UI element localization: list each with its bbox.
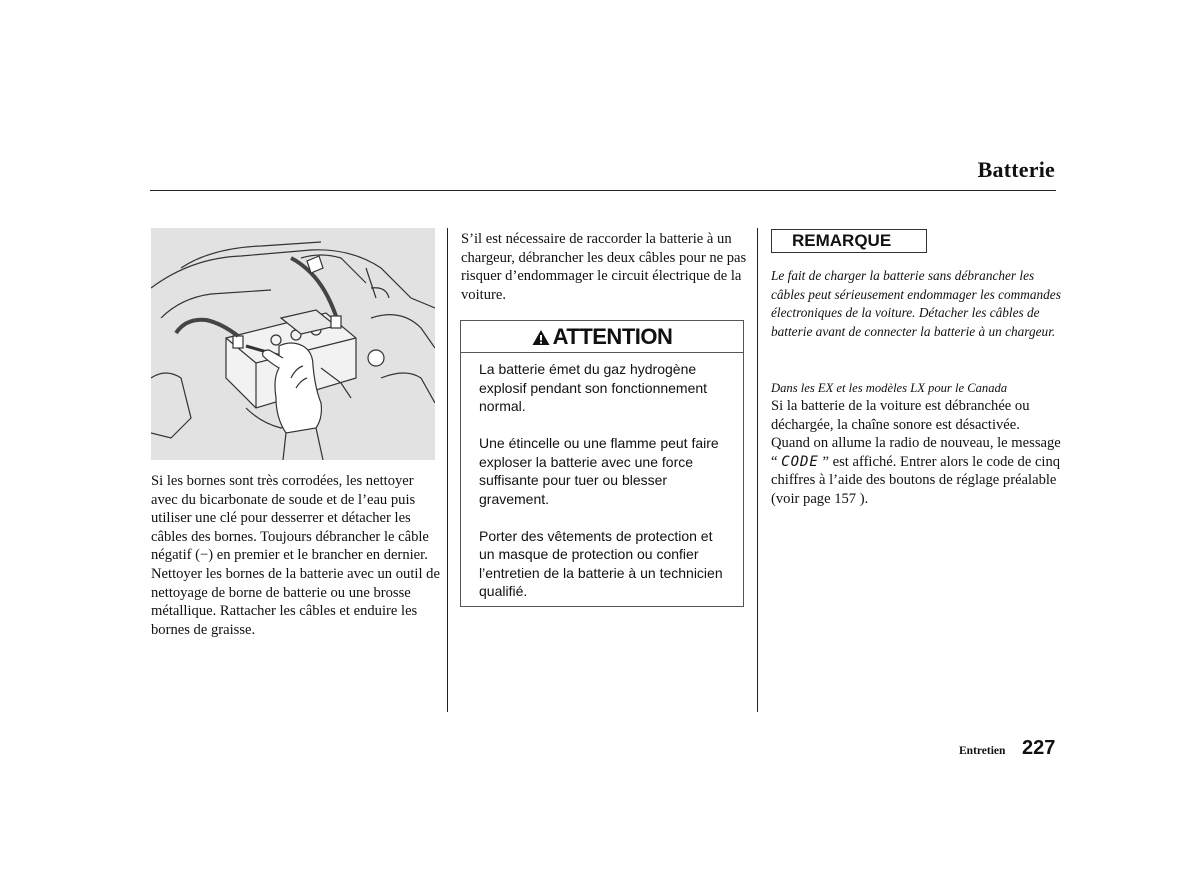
model-subheading: Dans les EX et les modèles LX pour le Canada: [771, 381, 1008, 395]
remarque-note: Le fait de charger la batterie sans débrancher les câbles peut sérieusement endommager les commandes électroniques de la voiture. Détacher les câbles de batterie avant de connecter la batterie à un chargeur.: [771, 268, 1061, 340]
attention-header: [461, 321, 743, 353]
page-number: 227: [1022, 737, 1056, 759]
attention-paragraph: La batterie émet du gaz hydrogène explosif pendant son fonctionnement normal.: [479, 361, 708, 414]
remarque-label: REMARQUE: [771, 229, 927, 253]
attention-title: ATTENTION: [552, 324, 673, 349]
attention-box: [460, 320, 744, 607]
charger-instructions: S’il est nécessaire de raccorder la batterie à un chargeur, débrancher les deux câbles pour ne pas risquer d’endommager le circuit électrique de la voiture.: [461, 231, 747, 303]
attention-paragraph: Une étincelle ou une flamme peut faire exploser la batterie avec une force suffisante pour tuer ou blesser gravement.: [479, 435, 719, 507]
warning-triangle-icon: [532, 323, 550, 354]
code-display: CODE: [781, 453, 819, 470]
radio-text-after: ” est affiché. Entrer alors le code de cinq chiffres à l’aide des boutons de réglage préalable (voir page 157 ).: [771, 453, 1061, 507]
column-divider-2: [757, 228, 758, 712]
page-title: Batterie: [977, 157, 1055, 182]
attention-paragraph: Porter des vêtements de protection et un masque de protection ou confier l’entretien de la batterie à un technicien qualifié.: [479, 527, 723, 599]
radio-text-before: Si la batterie de la voiture est débranchée ou déchargée, la chaîne sonore est désactivée. Quand on allume la radio de nouveau, le message “: [771, 398, 1061, 470]
cleaning-instructions: Si les bornes sont très corrodées, les nettoyer avec du bicarbonate de soude et de l’eau puis utiliser une clé pour desserrer et détacher les câbles des bornes. Toujours débrancher le câble négatif (−) en premier et le brancher en dernier. Nettoyer les bornes de la batterie avec un outil de nettoyage de borne de batterie ou une brosse métallique. Rattacher les câbles et enduire les bornes de graisse.: [151, 473, 440, 638]
column-divider-1: [447, 228, 448, 712]
battery-illustration: [151, 228, 435, 460]
radio-code-instructions: [771, 397, 1061, 509]
footer-section-name: Entretien: [959, 745, 1006, 757]
header-rule: [150, 190, 1056, 191]
